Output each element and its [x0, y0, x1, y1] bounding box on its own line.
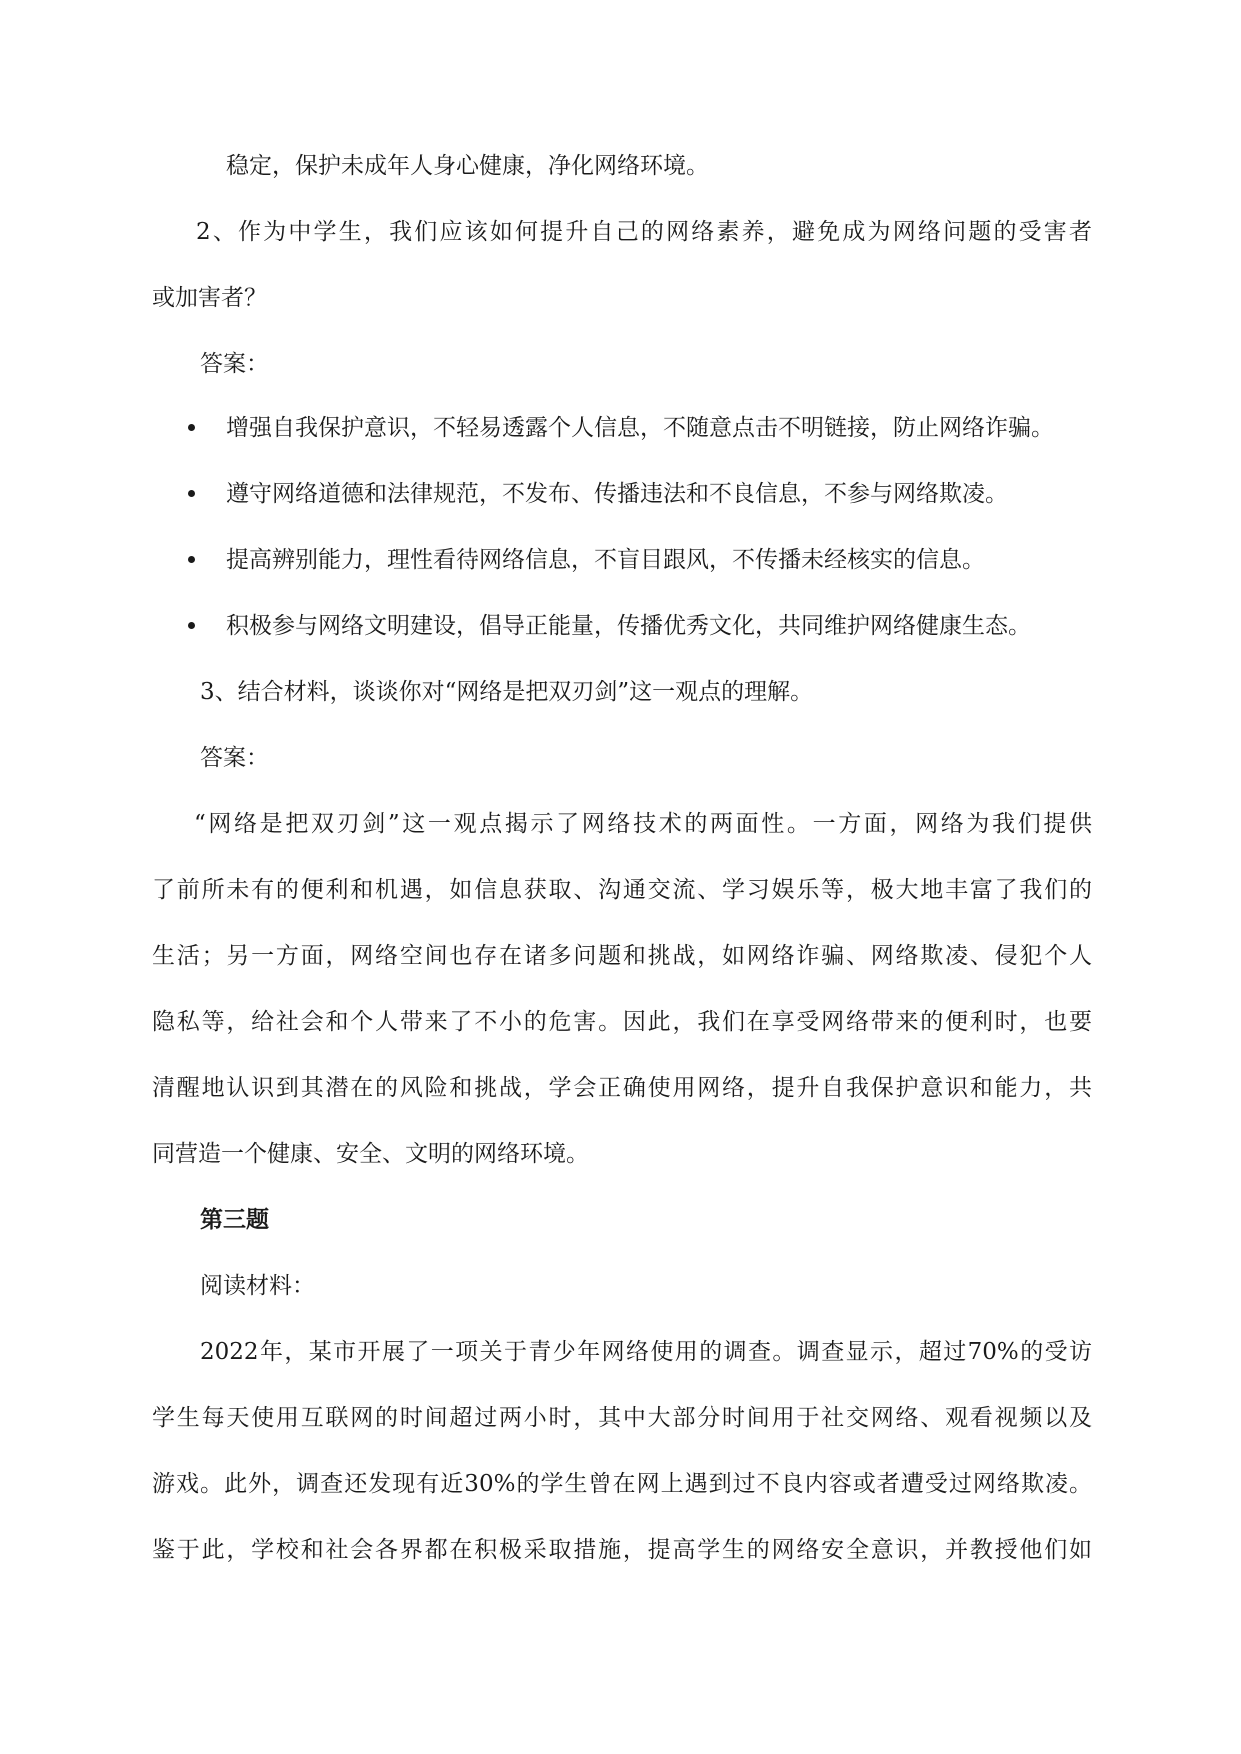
bullet-item-1: 增强自我保护意识，不轻易透露个人信息，不随意点击不明链接，防止网络诈骗。 — [226, 415, 1054, 441]
bullet-item-4: 积极参与网络文明建设，倡导正能量，传播优秀文化，共同维护网络健康生态。 — [226, 613, 1031, 639]
answer-label-q3: 答案： — [200, 745, 269, 771]
bullet-dot — [188, 556, 195, 563]
answer-q3-line-4: 隐私等，给社会和个人带来了不小的危害。因此，我们在享受网络带来的便利时，也要 — [152, 1009, 1092, 1035]
bullet-dot — [188, 490, 195, 497]
question-3: 3、结合材料，谈谈你对“网络是把双刃剑”这一观点的理解。 — [200, 679, 814, 705]
bullet-dot — [188, 622, 195, 629]
answer-q3-line-2: 了前所未有的便利和机遇，如信息获取、沟通交流、学习娱乐等，极大地丰富了我们的 — [152, 877, 1092, 903]
reading-line-2: 学生每天使用互联网的时间超过两小时，其中大部分时间用于社交网络、观看视频以及 — [152, 1405, 1092, 1431]
reading-line-1: 2022年，某市开展了一项关于青少年网络使用的调查。调查显示，超过70%的受访 — [200, 1339, 1092, 1365]
answer-label-q2: 答案： — [200, 351, 269, 377]
question-2-line-1: 2、作为中学生，我们应该如何提升自己的网络素养，避免成为网络问题的受害者 — [196, 219, 1092, 245]
answer-q3-line-1: “网络是把双刃剑”这一观点揭示了网络技术的两面性。一方面，网络为我们提供 — [194, 811, 1092, 837]
paragraph-continuation: 稳定，保护未成年人身心健康，净化网络环境。 — [226, 153, 709, 179]
reading-line-4: 鉴于此，学校和社会各界都在积极采取措施，提高学生的网络安全意识，并教授他们如 — [152, 1537, 1092, 1563]
section-title: 第三题 — [200, 1206, 269, 1233]
reading-material-label: 阅读材料： — [200, 1273, 315, 1299]
bullet-dot — [188, 424, 195, 431]
question-2-line-2: 或加害者？ — [152, 285, 267, 311]
answer-q3-line-5: 清醒地认识到其潜在的风险和挑战，学会正确使用网络，提升自我保护意识和能力，共 — [152, 1075, 1092, 1101]
reading-line-3: 游戏。此外，调查还发现有近30%的学生曾在网上遇到过不良内容或者遭受过网络欺凌。 — [152, 1471, 1092, 1497]
answer-q3-line-3: 生活；另一方面，网络空间也存在诸多问题和挑战，如网络诈骗、网络欺凌、侵犯个人 — [152, 943, 1092, 969]
bullet-item-2: 遵守网络道德和法律规范，不发布、传播违法和不良信息，不参与网络欺凌。 — [226, 481, 1008, 507]
bullet-item-3: 提高辨别能力，理性看待网络信息，不盲目跟风，不传播未经核实的信息。 — [226, 547, 985, 573]
answer-q3-line-6: 同营造一个健康、安全、文明的网络环境。 — [152, 1141, 589, 1167]
